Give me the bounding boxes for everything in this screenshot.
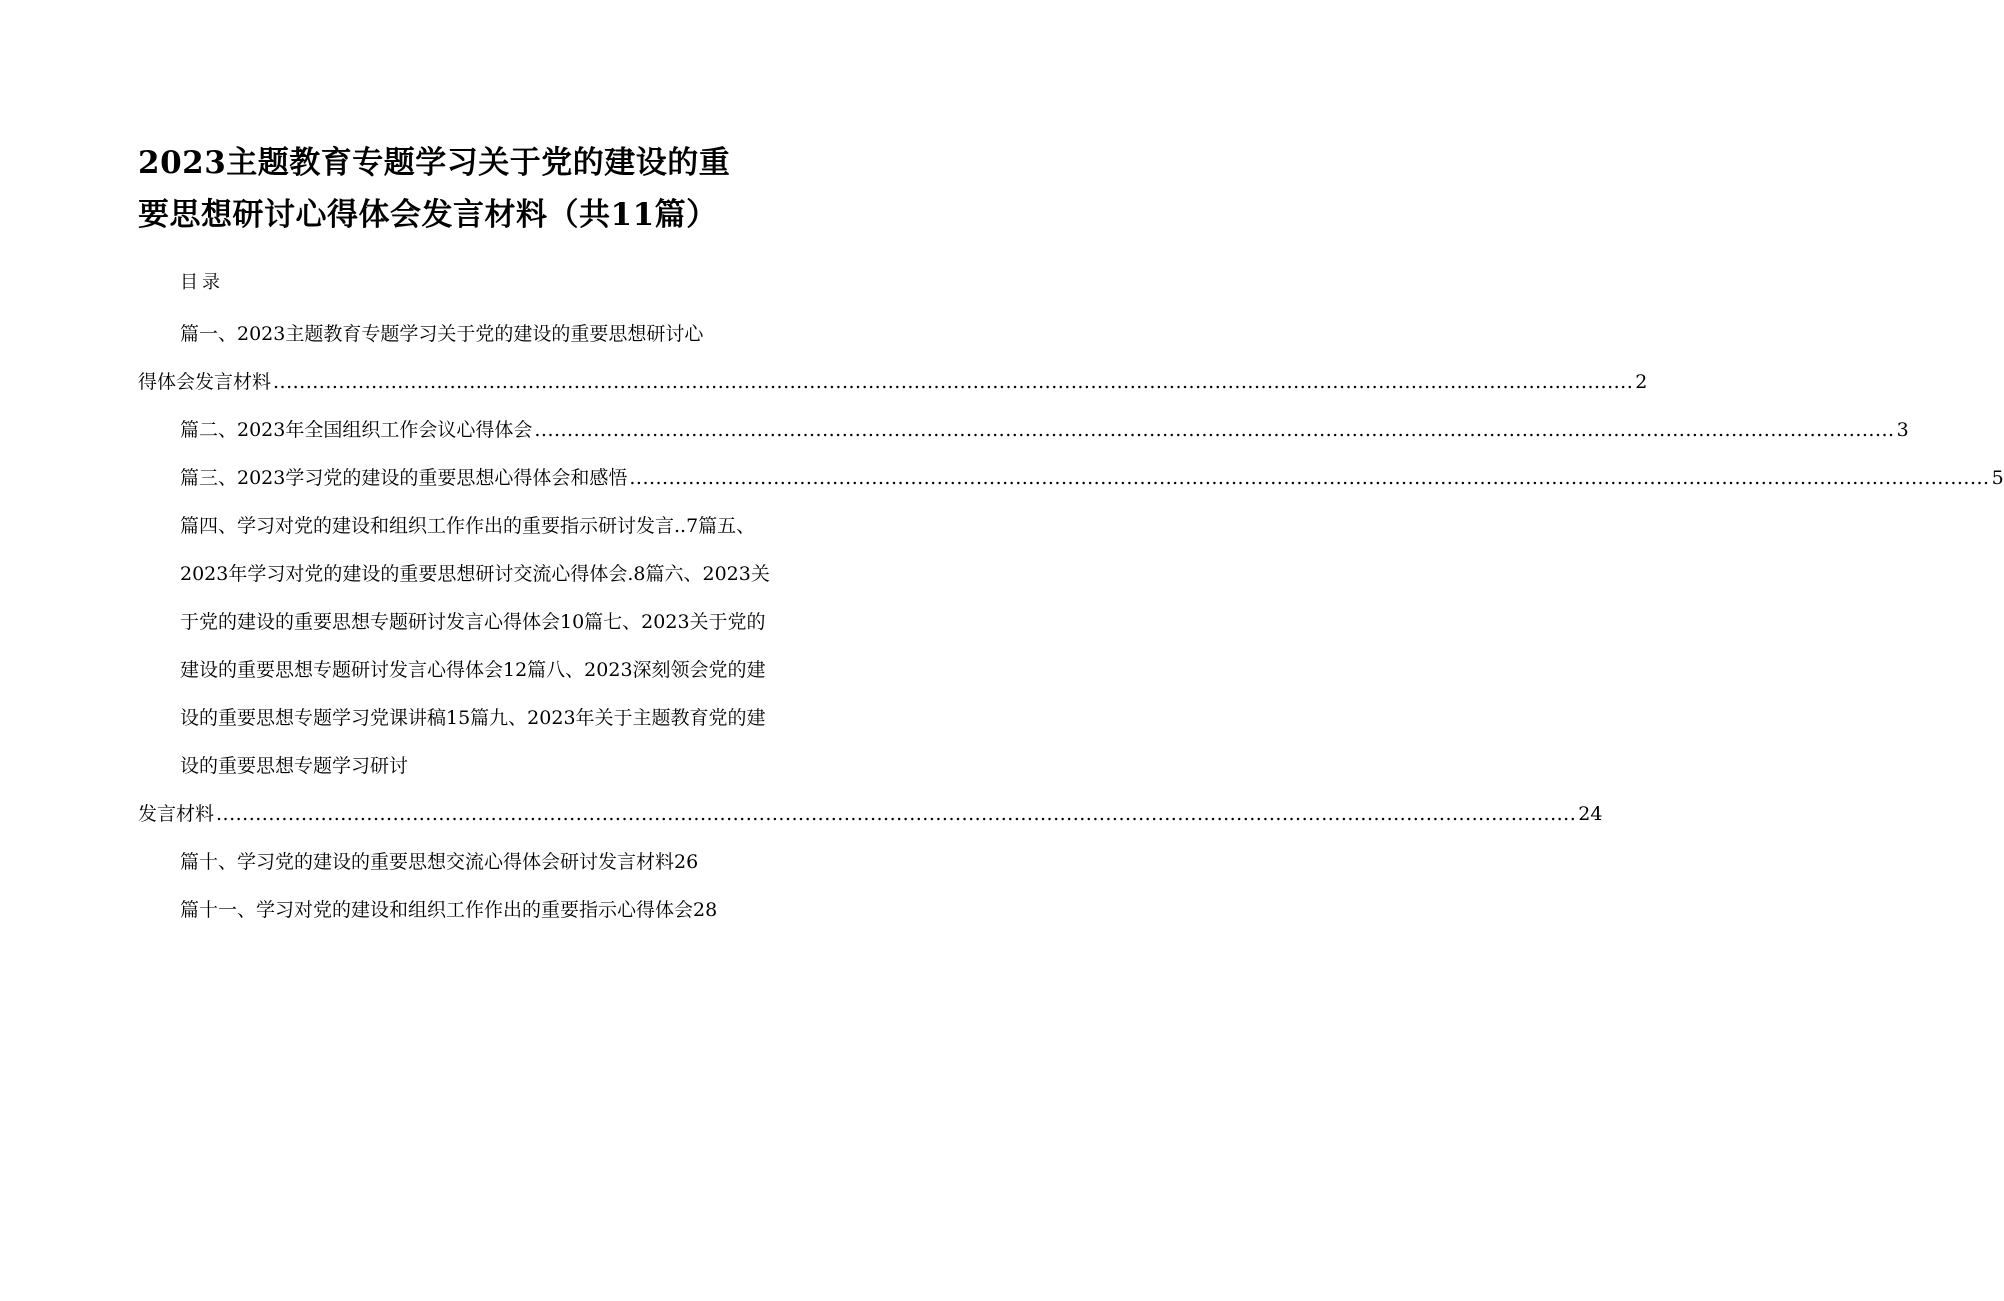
- toc-leader-dots: ................................................................................................................................................................................................................: [273, 371, 1634, 393]
- toc-paragraph-line-2: 2023年学习对党的建设的重要思想研讨交流心得体会.8篇六、2023关: [180, 563, 770, 585]
- toc-item-9-title-tail: 发言材料: [138, 803, 215, 825]
- toc-paragraph-line-1: 篇四、学习对党的建设和组织工作作出的重要指示研讨发言..7篇五、: [180, 515, 756, 537]
- toc-leader-dots: ................................................................................................................................................................................................................: [534, 419, 1895, 441]
- toc-paragraph-line-6: 设的重要思想专题学习研讨: [180, 755, 409, 777]
- toc-item-9-tail: [138, 802, 1603, 826]
- document-title-line-1: 2023主题教育专题学习关于党的建设的重: [138, 145, 731, 181]
- toc-item-9-page: 24: [1578, 803, 1603, 825]
- toc-paragraph-line-5: 设的重要思想专题学习党课讲稿15篇九、2023年关于主题教育党的建: [180, 707, 766, 729]
- toc-item-3-title: 篇三、2023学习党的建设的重要思想心得体会和感悟: [180, 467, 628, 489]
- toc-item-10: 篇十、学习党的建设的重要思想交流心得体会研讨发言材料26: [180, 851, 699, 873]
- toc-paragraph-line-4: 建设的重要思想专题研讨发言心得体会12篇八、2023深刻领会党的建: [180, 659, 766, 681]
- toc-paragraph-line-3: 于党的建设的重要思想专题研讨发言心得体会10篇七、2023关于党的: [180, 611, 766, 633]
- document-title-line-2: 要思想研讨心得体会发言材料（共11篇）: [138, 197, 718, 233]
- toc-label: 目录: [180, 272, 224, 293]
- toc-item-1-line-2: [138, 370, 1648, 394]
- toc-leader-dots: ................................................................................................................................................................................................................: [629, 467, 1990, 489]
- toc-item-2-page: 3: [1896, 419, 1909, 441]
- toc-item-3-page: 5: [1991, 467, 2004, 489]
- toc-item-1-title-tail: 得体会发言材料: [138, 371, 272, 393]
- toc-item-1-line-1: 篇一、2023主题教育专题学习关于党的建设的重要思想研讨心: [180, 323, 704, 345]
- toc-item-11: 篇十一、学习对党的建设和组织工作作出的重要指示心得体会28: [180, 899, 718, 921]
- toc-item-3: [180, 466, 2004, 490]
- toc-item-1-page: 2: [1635, 371, 1648, 393]
- toc-item-2: [180, 418, 1909, 442]
- toc-item-2-title: 篇二、2023年全国组织工作会议心得体会: [180, 419, 533, 441]
- toc-leader-dots: ................................................................................................................................................................................................................: [216, 803, 1577, 825]
